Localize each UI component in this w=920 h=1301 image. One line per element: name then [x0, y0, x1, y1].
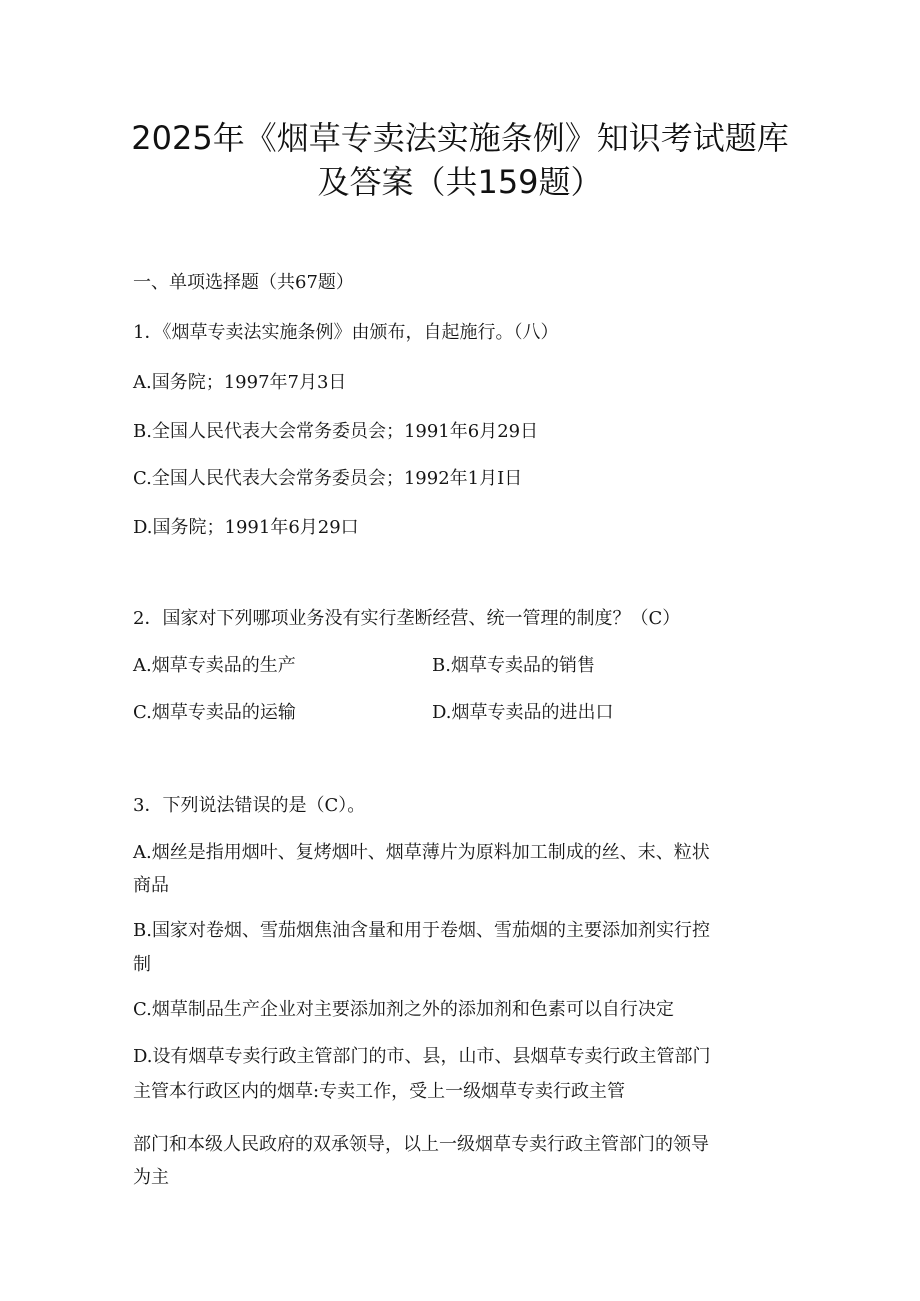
question-3-option-d: D.设有烟草专卖行政主管部门的市、县，山市、县烟草专卖行政主管部门	[133, 1046, 711, 1067]
question-3-stem: 3．下列说法错误的是（C）。	[133, 795, 366, 816]
question-3-option-a: A.烟丝是指用烟叶、复烤烟叶、烟草薄片为原料加工制成的丝、末、粒状	[133, 842, 710, 863]
question-1-option-b: B.全国人民代表大会常务委员会；1991年6月29日	[133, 421, 539, 442]
question-3-option-a-cont: 商品	[133, 875, 169, 896]
question-3-option-d-cont-2: 部门和本级人民政府的双承领导，以上一级烟草专卖行政主管部门的领导	[133, 1134, 709, 1155]
question-2-option-a: A.烟草专卖品的生产	[133, 655, 296, 676]
question-3-option-d-cont-1: 主管本行政区内的烟草:专卖工作，受上一级烟草专卖行政主管	[133, 1081, 626, 1102]
question-1-option-d: D.国务院；1991年6月29口	[133, 517, 359, 538]
question-3-option-b: B.国家对卷烟、雪茄烟焦油含量和用于卷烟、雪茄烟的主要添加剂实行控	[133, 920, 710, 941]
question-2-option-b: B.烟草专卖品的销售	[432, 655, 595, 676]
question-3-option-d-cont-3: 为主	[133, 1167, 169, 1188]
question-1-option-a: A.国务院；1997年7月3日	[133, 372, 347, 393]
document-title-line-1: 2025年《烟草专卖法实施条例》知识考试题库	[131, 119, 789, 157]
question-3-option-c: C.烟草制品生产企业对主要添加剂之外的添加剂和色素可以自行决定	[133, 999, 674, 1020]
document-title-line-2: 及答案（共159题）	[317, 163, 603, 201]
question-3-option-b-cont: 制	[133, 954, 151, 975]
question-2-option-c: C.烟草专卖品的运输	[133, 702, 296, 723]
question-1-option-c: C.全国人民代表大会常务委员会；1992年1月I日	[133, 468, 523, 489]
question-2-option-d: D.烟草专卖品的进出口	[432, 702, 614, 723]
question-1-stem: 1．《烟草专卖法实施条例》由颁布，自起施行。（八）	[133, 322, 559, 343]
question-2-stem: 2．国家对下列哪项业务没有实行垄断经营、统一管理的制度？（C）	[133, 608, 681, 629]
section-heading: 一、单项选择题（共67题）	[133, 272, 354, 293]
